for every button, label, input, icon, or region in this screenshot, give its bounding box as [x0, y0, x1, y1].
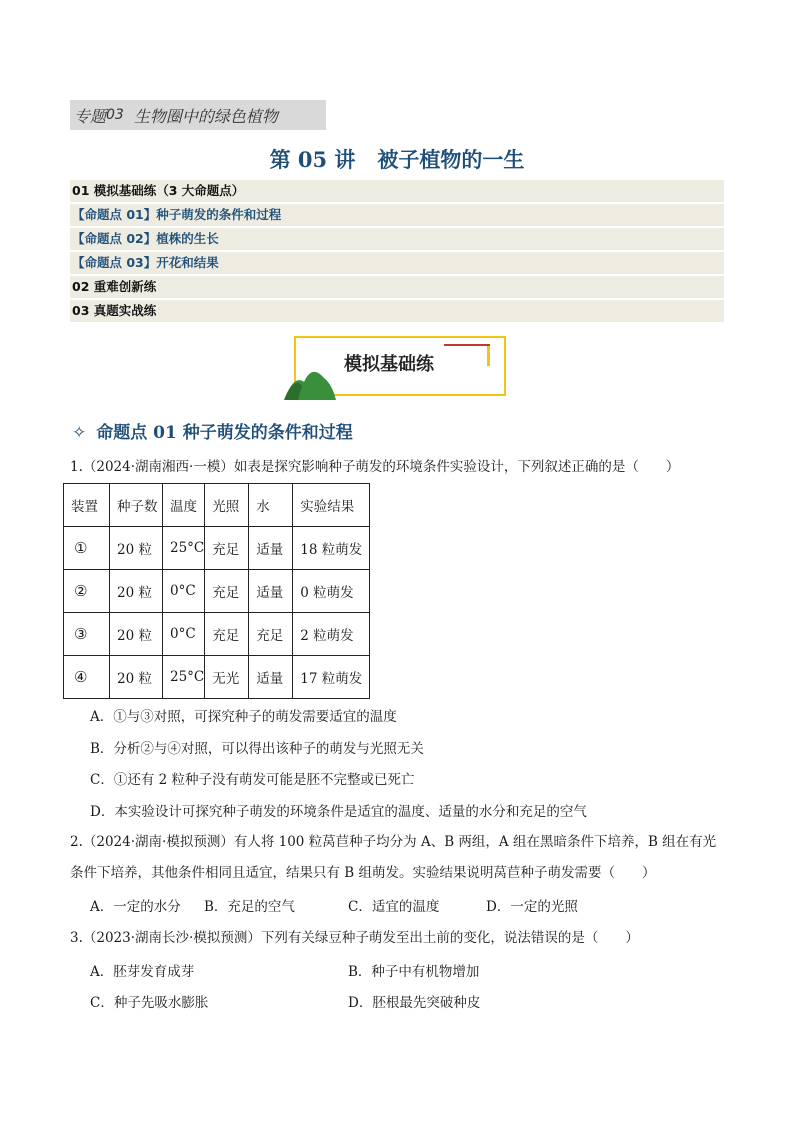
- topic-banner: [70, 100, 326, 130]
- table-cell: 适量: [249, 656, 293, 699]
- table-cell: 0 粒萌发: [293, 570, 370, 613]
- table-header-cell: 光照: [205, 484, 249, 527]
- question-3-option[interactable]: B．种子中有机物增加: [348, 964, 480, 980]
- lecture-title: [0, 144, 794, 174]
- topic-name: 生物圈中的绿色植物: [133, 106, 278, 126]
- topic-number: 03: [106, 107, 124, 123]
- table-header-row: [64, 484, 370, 527]
- table-row: [64, 613, 370, 656]
- table-cell: 20 粒: [110, 613, 163, 656]
- table-cell: 20 粒: [110, 570, 163, 613]
- decor-line: [444, 344, 490, 346]
- table-cell: 适量: [249, 570, 293, 613]
- table-header-cell: 装置: [64, 484, 110, 527]
- question-3-option[interactable]: C．种子先吸水膨胀: [90, 995, 209, 1011]
- question-2-stem-line2: 条件下培养，其他条件相同且适宜，结果只有 B 组萌发。实验结果说明莴苣种子萌发需要（ ）: [70, 865, 656, 881]
- question-3-stem: 3.（2023·湖南长沙·模拟预测）下列有关绿豆种子萌发至出土前的变化，说法错误的是（ ）: [70, 930, 639, 946]
- experiment-table: [63, 483, 370, 699]
- toc-item[interactable]: 03 真题实战练: [70, 300, 724, 322]
- mountain-icon: [280, 360, 340, 400]
- table-cell: 适量: [249, 527, 293, 570]
- point-heading: [72, 418, 353, 443]
- toc-item[interactable]: 【命题点 02】植株的生长: [70, 228, 724, 250]
- toc-item[interactable]: 【命题点 03】开花和结果: [70, 252, 724, 274]
- question-3-option[interactable]: D．胚根最先突破种皮: [348, 995, 481, 1011]
- point-title: 命题点 01 种子萌发的条件和过程: [96, 423, 353, 443]
- decor-bar: [487, 346, 490, 366]
- table-header-cell: 实验结果: [293, 484, 370, 527]
- question-1-stem: 1.（2024·湖南湘西·一模）如表是探究影响种子萌发的环境条件实验设计，下列叙述正确的是（ ）: [70, 459, 680, 475]
- question-1-option[interactable]: B．分析②与④对照，可以得出该种子的萌发与光照无关: [90, 741, 424, 757]
- table-cell: 0°C: [163, 613, 205, 656]
- table-cell: 无光: [205, 656, 249, 699]
- table-cell: 充足: [205, 570, 249, 613]
- table-cell: 0°C: [163, 570, 205, 613]
- table-cell: 2 粒萌发: [293, 613, 370, 656]
- lecture-number: 第 05 讲: [269, 147, 356, 172]
- lecture-name: 被子植物的一生: [377, 147, 525, 172]
- table-cell: ②: [64, 570, 110, 613]
- table-cell: ①: [64, 527, 110, 570]
- table-header-cell: 水: [249, 484, 293, 527]
- question-2-option[interactable]: A．一定的水分: [90, 899, 181, 915]
- table-cell: 20 粒: [110, 656, 163, 699]
- table-row: [64, 656, 370, 699]
- question-2-option[interactable]: C．适宜的温度: [348, 899, 440, 915]
- table-cell: 25°C: [163, 527, 205, 570]
- table-cell: ③: [64, 613, 110, 656]
- topic-prefix: 专题: [74, 106, 107, 126]
- toc-item[interactable]: 【命题点 01】种子萌发的条件和过程: [70, 204, 724, 226]
- toc-item[interactable]: 01 模拟基础练（3 大命题点）: [70, 180, 724, 202]
- table-of-contents: [70, 180, 724, 324]
- question-1-option[interactable]: A．①与③对照，可探究种子的萌发需要适宜的温度: [90, 709, 397, 725]
- table-cell: 充足: [249, 613, 293, 656]
- question-3-option[interactable]: A．胚芽发育成芽: [90, 964, 195, 980]
- table-cell: 20 粒: [110, 527, 163, 570]
- table-cell: 17 粒萌发: [293, 656, 370, 699]
- table-header-cell: 种子数: [110, 484, 163, 527]
- section-label: 模拟基础练: [344, 354, 434, 375]
- table-cell: 充足: [205, 613, 249, 656]
- table-header-cell: 温度: [163, 484, 205, 527]
- table-cell: ④: [64, 656, 110, 699]
- table-row: [64, 527, 370, 570]
- question-2-option[interactable]: D．一定的光照: [486, 899, 578, 915]
- sparkle-icon: ✧: [72, 423, 87, 443]
- table-cell: 18 粒萌发: [293, 527, 370, 570]
- question-1-option[interactable]: D．本实验设计可探究种子萌发的环境条件是适宜的温度、适量的水分和充足的空气: [90, 804, 587, 820]
- question-2-option[interactable]: B．充足的空气: [204, 899, 295, 915]
- table-row: [64, 570, 370, 613]
- question-2-stem-line1: 2.（2024·湖南·模拟预测）有人将 100 粒莴苣种子均分为 A、B 两组，A 组在黑暗条件下培养，B 组在有光: [70, 834, 717, 850]
- toc-item[interactable]: 02 重难创新练: [70, 276, 724, 298]
- table-cell: 25°C: [163, 656, 205, 699]
- question-1-option[interactable]: C．①还有 2 粒种子没有萌发可能是胚不完整或已死亡: [90, 772, 415, 788]
- table-cell: 充足: [205, 527, 249, 570]
